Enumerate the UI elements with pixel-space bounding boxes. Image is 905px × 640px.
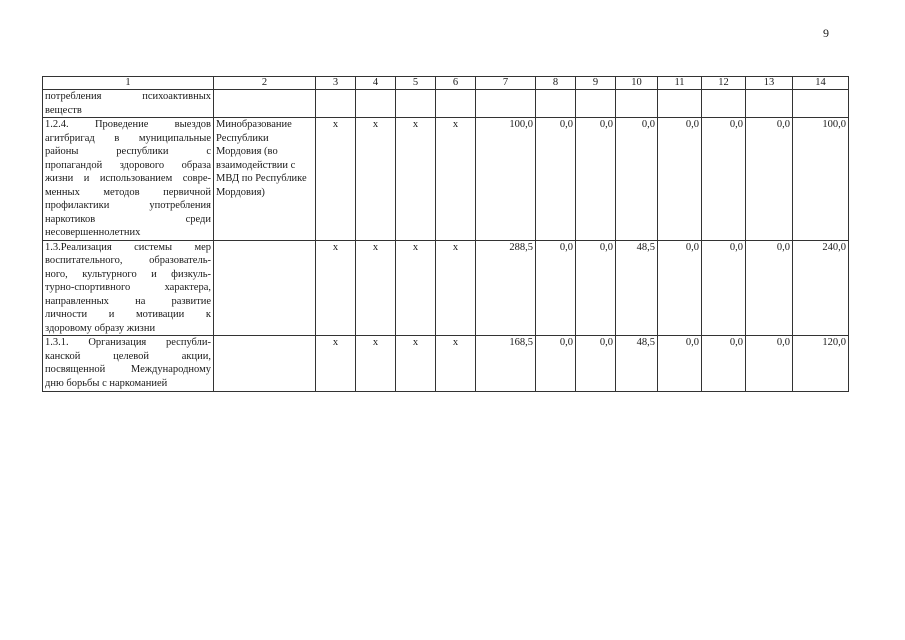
description-line: наркотиков среди (45, 213, 211, 225)
budget-table (42, 76, 849, 392)
column-header: 1 (43, 77, 214, 90)
value-cell: 0,0 (536, 118, 576, 241)
value-cell: 240,0 (793, 240, 849, 336)
value-cell: х (356, 118, 396, 241)
table-header-row (43, 77, 849, 90)
description-line: турно-спортивного характера, (45, 282, 211, 293)
description-line: районы республики с (45, 146, 211, 157)
description-line: агитбригад в муниципальные (45, 132, 211, 144)
value-cell: х (316, 336, 356, 392)
value-cell: 0,0 (702, 118, 746, 241)
value-cell: 168,5 (476, 336, 536, 392)
value-cell: х (316, 118, 356, 241)
description-line: 1.3.Реализация системы мер (45, 241, 211, 253)
value-cell: 0,0 (658, 240, 702, 336)
value-cell (396, 90, 436, 118)
description-line: воспитательного, образователь- (45, 255, 211, 266)
value-cell (746, 90, 793, 118)
description-line: канской целевой акции, (45, 350, 211, 362)
page-number: 9 (823, 26, 829, 40)
column-header: 3 (316, 77, 356, 90)
table-row (43, 118, 849, 241)
description-line: жизни и использованием совре- (45, 173, 211, 184)
executor-cell (214, 240, 316, 336)
value-cell: х (356, 240, 396, 336)
description-line: потребления психоактивных (45, 91, 211, 102)
value-cell: 0,0 (746, 240, 793, 336)
column-header: 14 (793, 77, 849, 90)
value-cell: 0,0 (702, 240, 746, 336)
description-line: дню борьбы с наркоманией (45, 377, 168, 389)
table-row (43, 90, 849, 118)
value-cell (793, 90, 849, 118)
description-line: несовершеннолетних (45, 227, 141, 238)
value-cell (316, 90, 356, 118)
value-cell: х (316, 240, 356, 336)
description-line: личности и мотивации к (45, 309, 211, 320)
value-cell: 0,0 (536, 240, 576, 336)
table-row (43, 240, 849, 336)
column-header: 10 (616, 77, 658, 90)
value-cell (616, 90, 658, 118)
value-cell: 0,0 (746, 336, 793, 392)
value-cell: х (436, 118, 476, 241)
column-header: 5 (396, 77, 436, 90)
value-cell: 0,0 (536, 336, 576, 392)
executor-cell (214, 336, 316, 392)
value-cell (658, 90, 702, 118)
description-line: 1.3.1. Организация республи- (45, 337, 211, 348)
column-header: 4 (356, 77, 396, 90)
value-cell: 0,0 (746, 118, 793, 241)
column-header: 13 (746, 77, 793, 90)
description-line: здоровому образу жизни (45, 322, 156, 334)
value-cell: х (356, 336, 396, 392)
description-line: посвященной Международному (45, 364, 211, 375)
value-cell: 48,5 (616, 336, 658, 392)
value-cell: 0,0 (616, 118, 658, 241)
value-cell: х (436, 240, 476, 336)
value-cell: 288,5 (476, 240, 536, 336)
value-cell: х (396, 240, 436, 336)
measure-description (43, 336, 214, 392)
column-header: 11 (658, 77, 702, 90)
value-cell: х (436, 336, 476, 392)
executor-cell: Минобразование Республики Мордовия (во взаимодействии с МВД по Республике Мордовия) (214, 118, 316, 241)
description-line: пропагандой здорового образа (45, 159, 211, 171)
value-cell (702, 90, 746, 118)
description-line: менных методов первичной (45, 186, 211, 198)
value-cell: 0,0 (658, 118, 702, 241)
value-cell (436, 90, 476, 118)
description-line: ного, культурного и физкуль- (45, 268, 211, 280)
value-cell: 0,0 (576, 240, 616, 336)
value-cell: 48,5 (616, 240, 658, 336)
column-header: 8 (536, 77, 576, 90)
description-line: профилактики употребления (45, 200, 211, 211)
value-cell (476, 90, 536, 118)
description-line: направленных на развитие (45, 295, 211, 307)
value-cell: 100,0 (476, 118, 536, 241)
measure-description (43, 240, 214, 336)
column-header: 2 (214, 77, 316, 90)
value-cell: х (396, 336, 436, 392)
executor-cell (214, 90, 316, 118)
value-cell (576, 90, 616, 118)
value-cell: 0,0 (576, 336, 616, 392)
column-header: 7 (476, 77, 536, 90)
column-header: 9 (576, 77, 616, 90)
column-header: 6 (436, 77, 476, 90)
value-cell (536, 90, 576, 118)
table-row (43, 336, 849, 392)
value-cell: 0,0 (702, 336, 746, 392)
value-cell (356, 90, 396, 118)
measure-description (43, 118, 214, 241)
value-cell: 120,0 (793, 336, 849, 392)
description-line: веществ (45, 104, 82, 116)
value-cell: 100,0 (793, 118, 849, 241)
value-cell: 0,0 (576, 118, 616, 241)
value-cell: х (396, 118, 436, 241)
value-cell: 0,0 (658, 336, 702, 392)
measure-description (43, 90, 214, 118)
column-header: 12 (702, 77, 746, 90)
description-line: 1.2.4. Проведение выездов (45, 119, 211, 130)
